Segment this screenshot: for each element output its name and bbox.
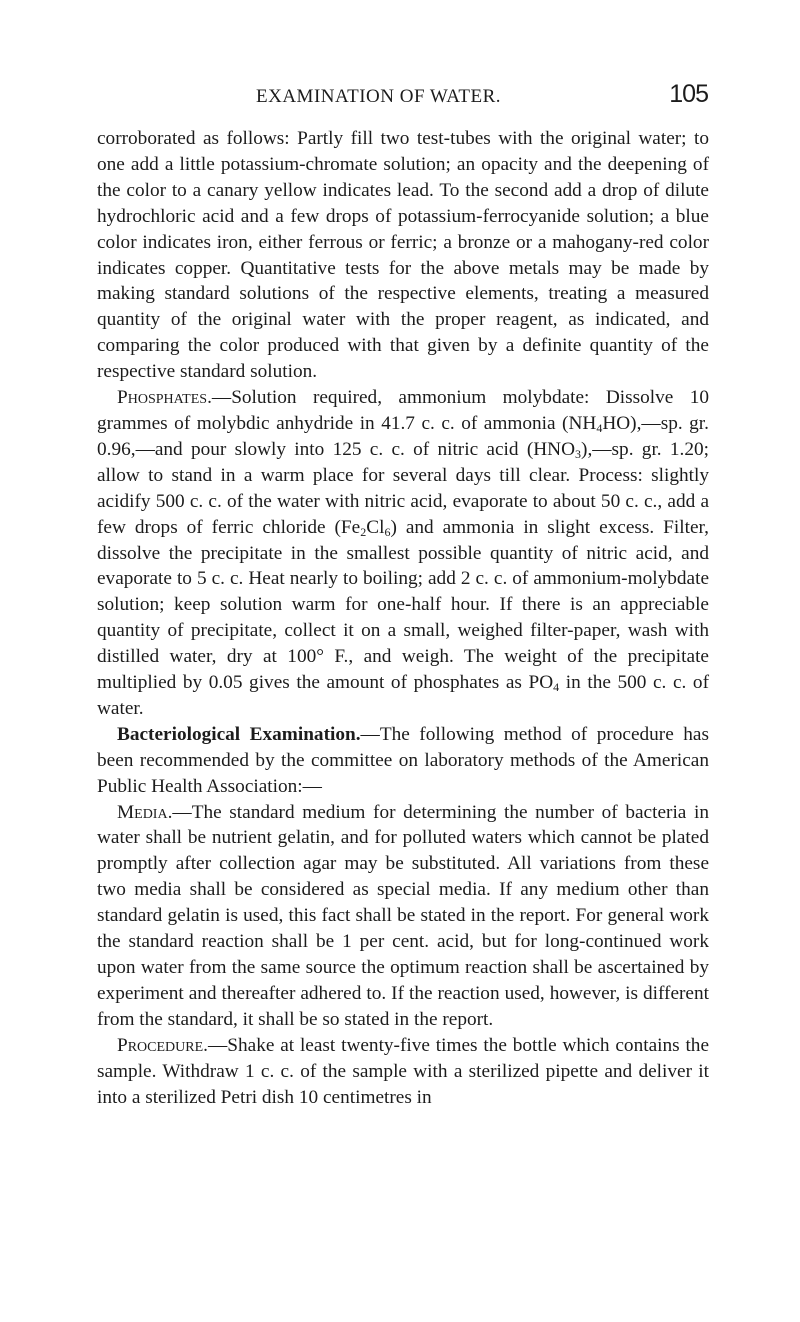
running-head: EXAMINATION OF WATER. (256, 86, 502, 107)
subscript: 4 (596, 420, 603, 435)
paragraph-text: HO),—sp. gr. 0.96,—and pour slowly into 125 c. c. of nitric acid (HNO (97, 412, 709, 460)
paragraph-heavy-metals (97, 126, 709, 385)
phosphates-heading: Phosphates. (117, 387, 212, 409)
paragraph-text: —The standard medium for determining the number of bacteria in water shall be nutrient gelatin, and for polluted waters which cannot be plated promptly after collection agar may be substituted. All variations from these two media shall be considered as special media. If any medium other than standard gelatin is used, this fact shall be stated in the report. For general work the standard reaction shall be 1 per cent. acid, but for long-continued work upon water from the same source the optimum reaction shall be ascertained by experiment and thereafter adhered to. If the reaction used, however, is different from the standard, it shall be so stated in the report. (97, 801, 709, 1030)
paragraph-text: —The following method of procedure has been recommended by the committee on laboratory methods of the American Public Health Association:— (97, 723, 709, 797)
paragraph-text: ) and ammonia in slight excess. Filter, dissolve the precipitate in the smallest possible quantity of nitric acid, and evaporate to 5 c. c. Heat nearly to boiling; add 2 c. c. of ammonium-molybdate solution; keep solution warm for one-half hour. If there is an appreciable quantity of precipitate, collect it on a small, weighed filter-paper, wash with distilled water, dry at 100° F., and weigh. The weight of the precipitate multiplied by 0.05 gives the amount of phosphates as PO (97, 516, 710, 694)
page-number: 105 (669, 80, 708, 108)
subscript: 3 (575, 446, 582, 461)
subscript: 4 (553, 680, 560, 695)
procedure-heading: Procedure. (117, 1034, 208, 1056)
paragraph-text: ),—sp. gr. 1.20; allow to stand in a warm place for several days till clear. Process: slightly acidify 500 c. c. of the water with nitric acid, evaporate to about 50 c. c., add a few drops of ferric chloride (Fe (97, 438, 710, 538)
paragraph-text: corroborated as follows: Partly fill two test-tubes with the original water; to one add a little potassium-chromate solution; an opacity and the deepening of the color to a canary yellow indicates lead. To the second add a drop of dilute hydrochloric acid and a few drops of potassium-ferrocyanide solution; a blue color indicates iron, either ferrous or ferric; a bronze or a mahogany-red color indicates copper. Quantitative tests for the above metals may be made by making standard solutions of the respective elements, treating a measured quantity of the original water with the proper reagent, as indicated, and comparing the color produced with that given by a definite quantity of the respective standard solution. (97, 128, 709, 383)
paragraph-procedure (97, 1033, 709, 1111)
paragraph-media (97, 800, 709, 1033)
page-header (96, 80, 708, 112)
paragraph-text: Cl (366, 516, 385, 538)
paragraph-text: —Shake at least twenty-five times the bottle which contains the sample. Withdraw 1 c. c. of the sample with a sterilized pipette and deliver it into a sterilized Petri dish 10 centimetres in (97, 1034, 709, 1108)
paragraph-phosphates (97, 385, 709, 722)
paragraph-bacteriological (97, 722, 709, 800)
subscript: 2 (360, 524, 367, 539)
media-heading: Media. (117, 801, 173, 823)
paragraph-text: —Solution required, ammonium molybdate: Dissolve 10 grammes of molybdic anhydride in 41.7 c. c. of ammonia (NH (97, 387, 709, 434)
bacteriological-heading: Bacteriological Examination. (117, 723, 361, 745)
body-text (97, 126, 709, 1110)
paragraph-text: in the 500 c. c. of water. (97, 672, 709, 719)
subscript: 6 (384, 524, 391, 539)
